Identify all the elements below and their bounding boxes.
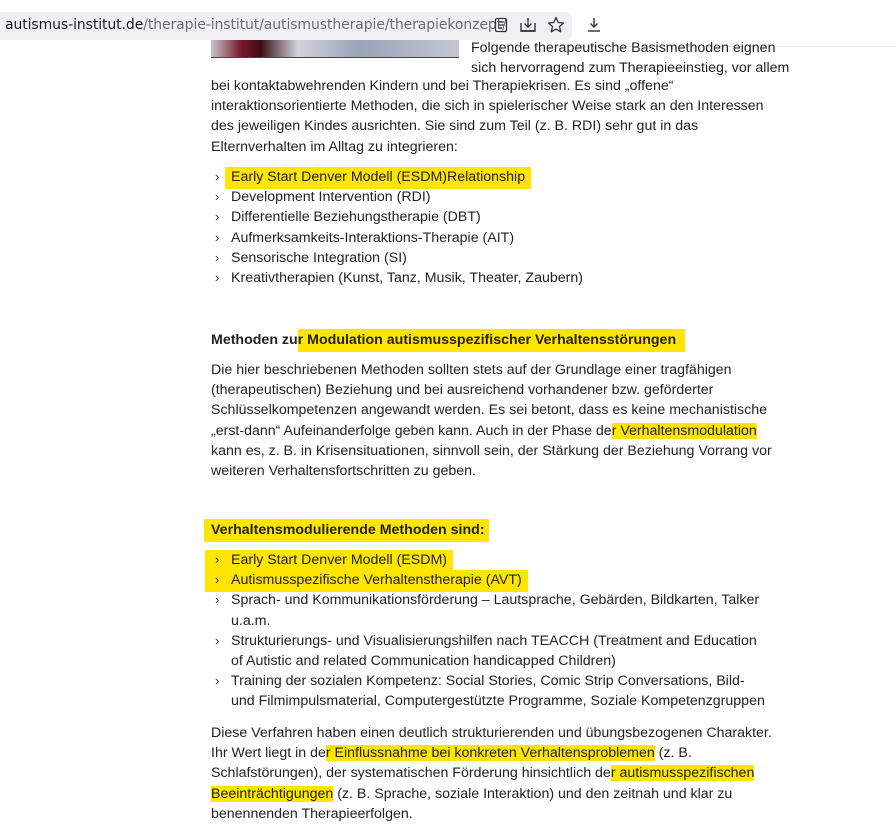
list-item-text: Aufmerksamkeits-Interaktions-Therapie (AIT) bbox=[231, 229, 515, 246]
bullet-chevron-icon: › bbox=[215, 249, 220, 265]
list-item-text: Development Intervention (RDI) bbox=[231, 189, 431, 206]
hero-image bbox=[211, 40, 459, 58]
url-host: autismus-institut.de bbox=[5, 17, 144, 33]
list-item bbox=[211, 550, 771, 570]
url-text[interactable] bbox=[5, 17, 507, 33]
save-to-pocket-icon[interactable] bbox=[518, 15, 538, 35]
url-path: /therapie-institut/autismustherapie/therapiekonzept/ bbox=[143, 17, 507, 33]
bullet-chevron-icon: › bbox=[215, 552, 220, 567]
list-item bbox=[211, 167, 789, 187]
closing-text-2: (z. B. Schlafstörungen), der systematischen Förderung hinsichtlich de bbox=[211, 745, 692, 782]
list-item bbox=[211, 631, 771, 671]
modulation-text-2: kann es, z. B. in Krisensituationen, sinnvoll sein, der Stärkung der Beziehung Vorrang vor weiteren Verhaltensfortschritten zu geben. bbox=[211, 442, 772, 480]
list-item-text: Sensorische Integration (SI) bbox=[231, 249, 407, 266]
bullet-chevron-icon: › bbox=[215, 169, 220, 184]
intro-first-lines bbox=[471, 40, 791, 78]
list-item bbox=[211, 268, 789, 288]
modulation-text-highlight: r Verhaltensmodulation bbox=[611, 422, 757, 439]
intro-paragraph: bei kontaktabwehrenden Kindern und bei Therapiekrisen. Es sind „offene“ interaktionsorientierte Methoden, die sich in spielerischer Weise stark an den Interessen des jeweiligen Kindes ausrichten. Sie sind zum Teil (z. B. RDI) sehr gut in das Elternverhalten im Alltag zu integrieren: bbox=[211, 78, 764, 155]
list-item bbox=[211, 228, 789, 248]
modulation-text-1: Die hier beschriebenen Methoden sollten stets auf der Grundlage einer tragfähigen (therapeutischen) Beziehung und bei ausreichend vorhandener bzw. geförderter Schlüsselkompetenzen angewandt werden. Es sei betont, dass es keine mechanistische „erst-dann“ Aufeinanderfolge geben kann. Auch in der Phase de bbox=[211, 362, 768, 439]
heading-modulation bbox=[211, 330, 685, 350]
bullet-chevron-icon: › bbox=[215, 209, 220, 225]
list-item-text-highlighted: Autismusspezifische Verhaltenstherapie (AVT) bbox=[205, 570, 528, 592]
bullet-chevron-icon: › bbox=[215, 632, 220, 648]
bullet-chevron-icon: › bbox=[215, 270, 220, 286]
bullet-chevron-icon: › bbox=[215, 229, 220, 245]
list-item-text: Strukturierungs- und Visualisierungshilfen nach TEACCH (Treatment and Education of Autistic and related Communication handicapped Children) bbox=[231, 632, 757, 670]
closing-text-1: Diese Verfahren haben einen deutlich strukturierenden und übungsbezogenen Charakter. Ihr Wert liegt in de bbox=[211, 725, 772, 762]
list-item-text-highlighted: Early Start Denver Modell (ESDM)Relationship bbox=[225, 167, 531, 189]
intro-line-2: sich hervorragend zum Therapieeinstieg, vor allem bbox=[471, 60, 790, 77]
closing-highlight-2: r autismusspezifischen Beeinträchtigungen bbox=[211, 765, 755, 802]
closing-highlight-1: r Einflussnahme bei konkreten Verhaltensproblemen bbox=[325, 745, 655, 762]
list-item bbox=[211, 187, 789, 207]
download-icon[interactable] bbox=[584, 15, 604, 35]
list-item-text: Kreativtherapien (Kunst, Tanz, Musik, Theater, Zaubern) bbox=[231, 270, 583, 287]
heading-modulating-highlight: Verhaltensmodulierende Methoden sind: bbox=[204, 519, 489, 542]
bookmark-star-icon[interactable] bbox=[546, 15, 566, 35]
list-item bbox=[211, 590, 771, 630]
bullet-chevron-icon: › bbox=[215, 572, 220, 588]
closing-paragraph bbox=[211, 723, 789, 824]
intro-line-1: Folgende therapeutische Basismethoden eignen bbox=[471, 40, 776, 56]
closing-text-3: (z. B. Sprache, soziale Interaktion) und den zeitnah und klar zu benennenden Therapieerfolgen. bbox=[211, 785, 733, 822]
list-item-text: Sprach- und Kommunikationsförderung – Lautsprache, Gebärden, Bildkarten, Talker u.a.m. bbox=[231, 592, 760, 629]
bullet-chevron-icon: › bbox=[215, 592, 220, 608]
list-item bbox=[211, 248, 789, 268]
modulating-methods-list bbox=[211, 550, 771, 712]
heading-modulation-highlight: r Modulation autismusspezifischer Verhaltensstörungen bbox=[298, 329, 685, 352]
list-item-text: Differentielle Beziehungstherapie (DBT) bbox=[231, 209, 481, 226]
modulation-paragraph bbox=[211, 360, 789, 481]
heading-modulation-prefix: Methoden zu bbox=[211, 332, 298, 348]
list-item bbox=[211, 671, 771, 711]
basis-methods-list bbox=[211, 167, 789, 288]
heading-modulating-methods bbox=[211, 520, 489, 540]
list-item-text: Training der sozialen Kompetenz: Social Stories, Comic Strip Conversations, Bild- und Filmimpulsmaterial, Computergestützte Programme, Soziale Kompetenzgruppen bbox=[231, 673, 765, 710]
list-item bbox=[211, 570, 771, 590]
list-item-text-highlighted: Early Start Denver Modell (ESDM) bbox=[205, 550, 453, 572]
bullet-chevron-icon: › bbox=[215, 189, 220, 205]
reader-view-icon[interactable] bbox=[491, 15, 511, 35]
list-item bbox=[211, 207, 789, 227]
bullet-chevron-icon: › bbox=[215, 673, 220, 689]
